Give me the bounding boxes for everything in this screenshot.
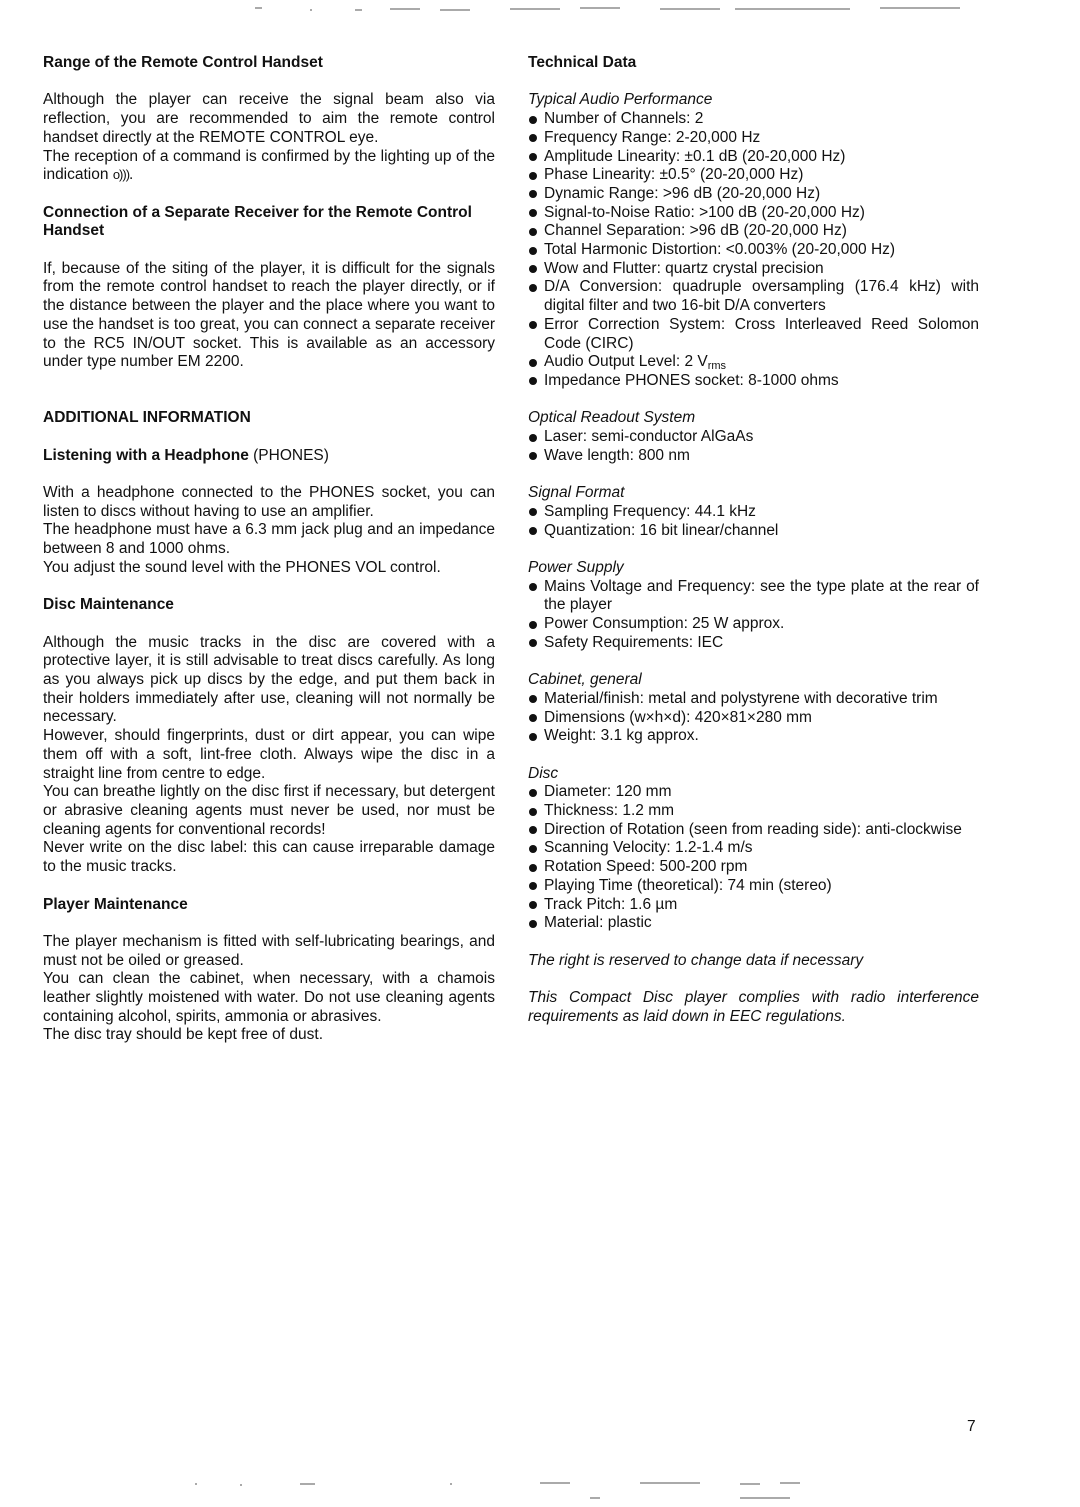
paragraph: With a headphone connected to the PHONES socket, you can listen to discs without having to use an amplifier. — [43, 484, 495, 520]
subheading-disc: Disc — [528, 764, 559, 782]
list-item: Quantization: 16 bit linear/channel — [528, 522, 979, 541]
paragraph: You can clean the cabinet, when necessary, with a chamois leather slightly moistened with water. Do not use cleaning agents containing alcohol, spirits, ammonia or abrasives. — [43, 970, 495, 1025]
section-title-technical-data: Technical Data — [528, 54, 637, 71]
list-item: Signal-to-Noise Ratio: >100 dB (20-20,000 Hz) — [528, 204, 979, 223]
optical-spec-list — [528, 428, 979, 465]
section-title-disc-maintenance: Disc Maintenance — [43, 596, 174, 614]
left-column — [43, 54, 495, 1045]
interference-notice: This Compact Disc player complies with radio interference requirements as laid down in EEC regulations. — [528, 989, 979, 1025]
section-title-headphone: Listening with a Headphone (PHONES) — [43, 446, 329, 464]
list-item: Playing Time (theoretical): 74 min (stereo) — [528, 877, 979, 896]
list-item: Amplitude Linearity: ±0.1 dB (20-20,000 Hz) — [528, 148, 979, 167]
list-item: Frequency Range: 2-20,000 Hz — [528, 129, 979, 148]
list-item: Wow and Flutter: quartz crystal precision — [528, 260, 979, 279]
signal-spec-list — [528, 503, 979, 540]
paragraph: If, because of the siting of the player, it is difficult for the signals from the remote control handset to reach the player directly, or if the distance between the player and the place where you want to use the handset is too great, you can connect a separate receiver to the RC5 IN/OUT socket. This is available as an accessory under type number EM 2200. — [43, 259, 495, 371]
list-item: Thickness: 1.2 mm — [528, 802, 979, 821]
change-notice: The right is reserved to change data if necessary — [528, 951, 864, 969]
list-item: Channel Separation: >96 dB (20-20,000 Hz) — [528, 222, 979, 241]
paragraph: The headphone must have a 6.3 mm jack plug and an impedance between 8 and 1000 ohms. — [43, 521, 495, 558]
list-item: Dimensions (w×h×d): 420×81×280 mm — [528, 709, 979, 728]
page-number: 7 — [967, 1418, 976, 1435]
subheading-cabinet: Cabinet, general — [528, 671, 642, 689]
list-item: Phase Linearity: ±0.5° (20-20,000 Hz) — [528, 166, 979, 185]
paragraph: Never write on the disc label: this can cause irreparable damage to the music tracks. — [43, 839, 495, 876]
list-item: Track Pitch: 1.6 µm — [528, 896, 979, 915]
subheading-signal-format: Signal Format — [528, 484, 625, 502]
paragraph: The reception of a command is confirmed by the lighting up of the indication o))). — [43, 147, 495, 184]
list-item: Diameter: 120 mm — [528, 783, 979, 802]
paragraph: However, should fingerprints, dust or dirt appear, you can wipe them off with a soft, lint-free cloth. Always wipe the disc in a straight line from centre to edge. — [43, 727, 495, 782]
section-title-player-maintenance: Player Maintenance — [43, 895, 188, 913]
list-item: Direction of Rotation (seen from reading side): anti-clockwise — [528, 821, 979, 840]
paragraph: You adjust the sound level with the PHONES VOL control. — [43, 558, 441, 576]
paragraph: Although the player can receive the signal beam also via reflection, you are recommended to aim the remote control handset directly at the REMOTE CONTROL eye. — [43, 91, 495, 146]
paragraph: Although the music tracks in the disc are covered with a protective layer, it is still advisable to treat discs carefully. As long as you always pick up discs by the edge, and put them back in their holders immediately after use, cleaning will not normally be necessary. — [43, 633, 495, 726]
list-item: Safety Requirements: IEC — [528, 634, 979, 653]
remote-indication-icon: o))) — [112, 167, 130, 183]
list-item: Power Consumption: 25 W approx. — [528, 615, 979, 634]
list-item: Material/finish: metal and polystyrene with decorative trim — [528, 690, 979, 709]
list-item: Laser: semi-conductor AlGaAs — [528, 428, 979, 447]
list-item: Material: plastic — [528, 914, 979, 933]
section-title-remote-range: Range of the Remote Control Handset — [43, 54, 323, 71]
section-title-additional-information: ADDITIONAL INFORMATION — [43, 409, 251, 427]
cabinet-spec-list — [528, 690, 979, 746]
section-title-separate-receiver: Connection of a Separate Receiver for the Remote Control Handset — [43, 203, 472, 240]
disc-spec-list — [528, 783, 979, 933]
list-item: Weight: 3.1 kg approx. — [528, 727, 979, 746]
audio-spec-list — [528, 110, 979, 391]
right-column — [528, 54, 979, 1026]
subheading-power-supply: Power Supply — [528, 558, 624, 576]
paragraph: You can breathe lightly on the disc first if necessary, but detergent or abrasive cleaning agents must never be used, nor must be cleaning agents for conventional records! — [43, 783, 495, 838]
power-spec-list — [528, 578, 979, 653]
list-item: Audio Output Level: 2 $V_{rms}$ — [528, 353, 979, 372]
list-item: Impedance PHONES socket: 8-1000 ohms — [528, 372, 979, 391]
list-item: Wave length: 800 nm — [528, 447, 979, 466]
subheading-audio-performance: Typical Audio Performance — [528, 91, 713, 109]
paragraph: The player mechanism is fitted with self-lubricating bearings, and must not be oiled or greased. — [43, 932, 495, 969]
paragraph: The disc tray should be kept free of dust. — [43, 1026, 324, 1044]
list-item: Mains Voltage and Frequency: see the type plate at the rear of the player — [528, 578, 979, 615]
list-item: Rotation Speed: 500-200 rpm — [528, 858, 979, 877]
list-item: Sampling Frequency: 44.1 kHz — [528, 503, 979, 522]
list-item: D/A Conversion: quadruple oversampling (176.4 kHz) with digital filter and two 16-bit D/A converters — [528, 278, 979, 315]
list-item: Dynamic Range: >96 dB (20-20,000 Hz) — [528, 185, 979, 204]
list-item: Error Correction System: Cross Interleaved Reed Solomon Code (CIRC) — [528, 316, 979, 353]
list-item: Number of Channels: 2 — [528, 110, 979, 129]
bottom-scan-noise — [0, 1478, 1080, 1506]
list-item: Total Harmonic Distortion: <0.003% (20-20,000 Hz) — [528, 241, 979, 260]
subheading-optical-readout: Optical Readout System — [528, 409, 696, 427]
top-scan-noise — [0, 2, 1080, 14]
list-item: Scanning Velocity: 1.2-1.4 m/s — [528, 839, 979, 858]
